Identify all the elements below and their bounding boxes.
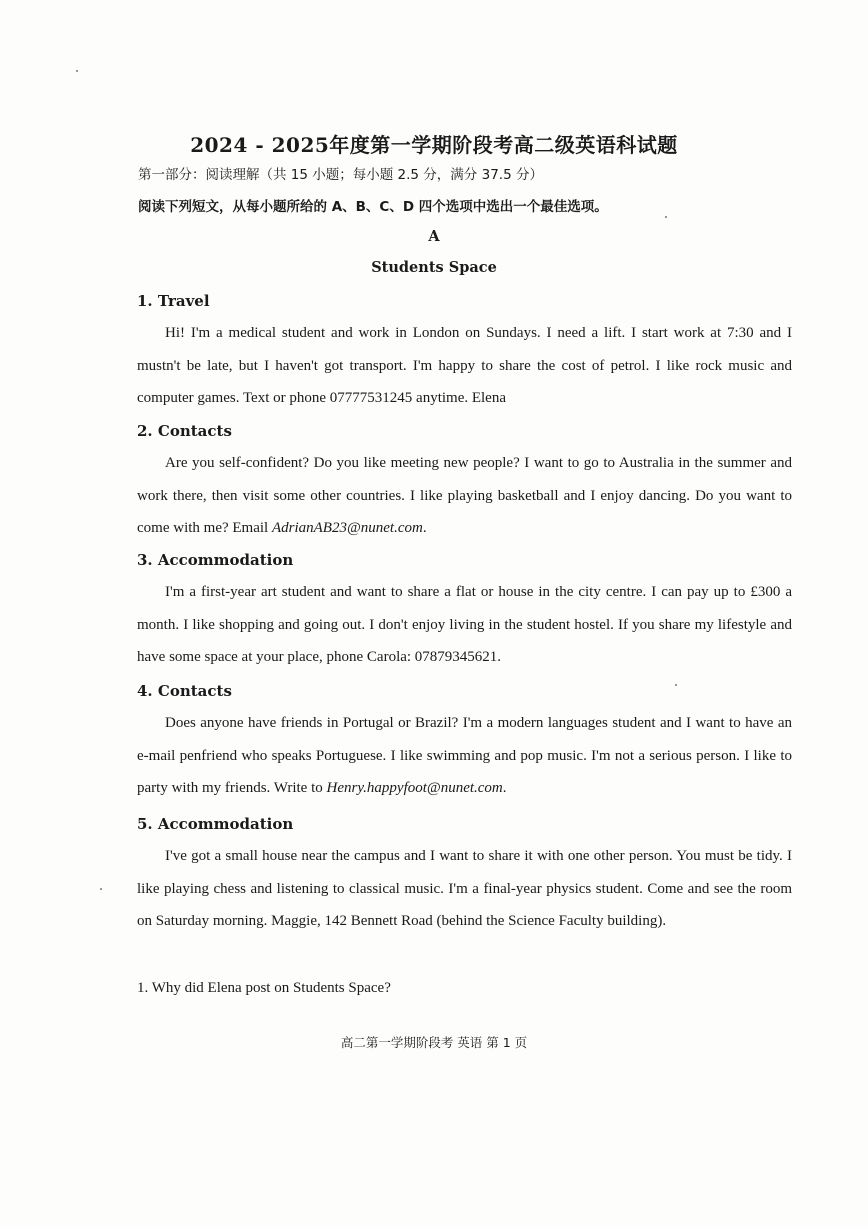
ad-travel — [137, 291, 792, 415]
ad-heading: 2. Contacts — [137, 422, 232, 440]
email-address: AdrianAB23@nunet.com — [271, 520, 423, 536]
ad-text: Hi! I'm a medical student and work in London on Sundays. I need a lift. I start work at 7:30 and I mustn't be late, but I haven't got transport. I'm happy to share the cost of petrol. I like rock music and computer games. Text or phone 07777531245 anytime. Elena — [137, 325, 792, 406]
scan-speck — [675, 684, 677, 686]
ad-accommodation-2 — [137, 814, 792, 938]
instructions: 阅读下列短文，从每小题所给的 A、B、C、D 四个选项中选出一个最佳选项。 — [138, 199, 608, 215]
section-letter: A — [428, 228, 440, 245]
page-footer: 高二第一学期阶段考 英语 第 1 页 — [340, 1035, 528, 1050]
exam-title: 2024 - 2025年度第一学期阶段考高二级英语科试题 — [190, 133, 678, 157]
scan-speck — [100, 888, 102, 890]
ad-heading: 3. Accommodation — [137, 551, 294, 569]
question-1: 1. Why did Elena post on Students Space? — [137, 980, 391, 996]
ad-tail: . — [502, 780, 507, 796]
ad-text: I'm a first-year art student and want to share a flat or house in the city centre. I can pay up to £300 a month. I like shopping and going out. I don't enjoy living in the student hostel. If you share my lifestyle and have some space at your place, phone Carola: 07879345621. — [137, 584, 792, 665]
scan-speck — [76, 70, 78, 72]
ad-accommodation-1 — [137, 550, 792, 674]
ad-text: I've got a small house near the campus and I want to share it with one other person. You must be tidy. I like playing chess and listening to classical music. I'm a final-year physics student. Come and see the room on Saturday morning. Maggie, 142 Bennett Road (behind the Science Faculty building). — [137, 848, 792, 929]
ad-heading: 5. Accommodation — [137, 815, 294, 833]
part-heading: 第一部分：阅读理解（共 15 小题；每小题 2.5 分，满分 37.5 分） — [138, 167, 543, 183]
ad-contacts-2 — [137, 681, 792, 805]
ad-contacts-1 — [137, 421, 792, 545]
email-address: Henry.happyfoot@nunet.com — [326, 780, 503, 796]
ad-tail: . — [422, 520, 427, 536]
ad-heading: 4. Contacts — [137, 682, 232, 700]
ad-body: Are you self-confident? Do you like meeting new people? I want to go to Australia in the summer and work there, then visit some other countries. I like playing basketball and I enjoy dancing. Do you want to come with me? Email — [137, 455, 792, 536]
ad-heading: 1. Travel — [137, 292, 210, 310]
ad-text — [137, 707, 792, 805]
scan-speck — [665, 216, 667, 218]
ad-body: Does anyone have friends in Portugal or Brazil? I'm a modern languages student and I want to have an e-mail penfriend who speaks Portuguese. I like swimming and pop music. I'm not a serious person. I like to party with my friends. Write to — [137, 715, 792, 796]
section-title: Students Space — [371, 259, 497, 276]
ad-text — [137, 447, 792, 545]
